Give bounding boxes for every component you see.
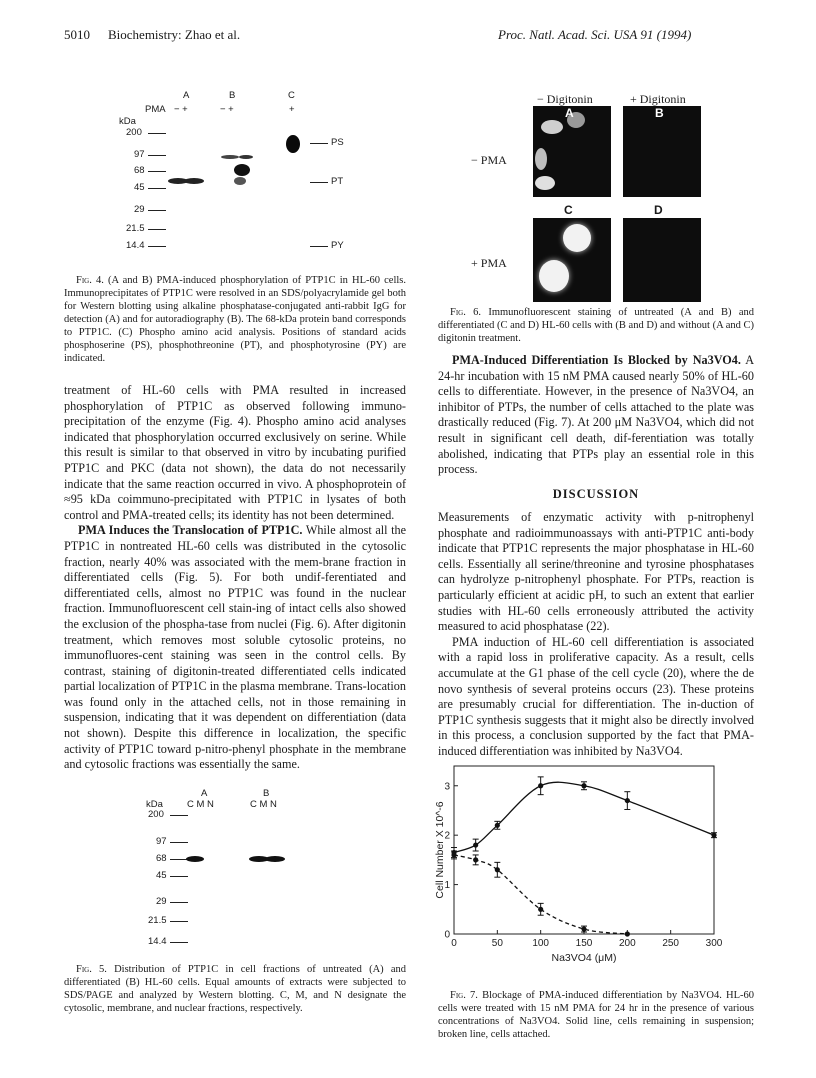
x-axis-label: Na3VO4 (μM) — [551, 952, 617, 964]
fig6-caption: Fig. 6. Immunofluorescent staining of untreated (A and B) and differentiated (C and D) HL-60 cells with (B and D) and without (A and C) digitonin treatment. — [438, 307, 754, 344]
data-point — [451, 852, 456, 857]
y-axis-label: Cell Number X 10^-6 — [434, 801, 446, 899]
series-line-1 — [454, 782, 714, 852]
fig5-marker: 97 — [156, 836, 167, 847]
paragraph: treatment of HL-60 cells with PMA resulted in increased phosphorylation of PTP1C as observed following immuno-precipitation of the enzyme (Fig. 4). Phospho amino acid analyses indicated that phosphorylation occurred exclusively on serine. While this result is similar to that observed in vitro by incubating purified PTP1C and PKC (data not shown), the data do not necessarily indicate that the same reaction occurred in vivo. A phosphoprotein of ≈95 kDa coimmuno-precipitated with PTP1C in lysates of both control and PMA-treated cells; its identity has not been determined. — [64, 383, 406, 522]
running-head-right: Proc. Natl. Acad. Sci. USA 91 (1994) — [498, 27, 692, 42]
fig6-panel-b-label: B — [655, 106, 664, 120]
fig4-marker: 29 — [134, 204, 145, 215]
data-point — [538, 907, 543, 912]
fig4-label-py: PY — [331, 240, 344, 251]
fig6-col-plus: + Digitonin — [630, 92, 686, 106]
fig5-lane-b: B — [263, 788, 270, 799]
data-point — [495, 823, 500, 828]
data-point — [625, 798, 630, 803]
y-tick-label: 3 — [444, 781, 450, 793]
fig5-fractions-b: C M N — [250, 799, 277, 810]
fig4-pma-sign-c: + — [289, 104, 295, 115]
fig4-label-pt: PT — [331, 176, 344, 187]
fig6-row-plus: + PMA — [471, 256, 507, 270]
data-point — [711, 833, 716, 838]
data-point — [581, 926, 586, 931]
x-tick-label: 200 — [618, 938, 636, 949]
fig4-marker: 14.4 — [126, 240, 145, 251]
running-head-left: Biochemistry: Zhao et al. — [108, 27, 241, 42]
right-body-text-bottom — [438, 510, 754, 760]
fig6-cell — [539, 260, 569, 292]
data-point — [581, 783, 586, 788]
x-tick-label: 0 — [451, 938, 457, 949]
fig6-panel-c-label: C — [564, 203, 573, 217]
discussion-heading: DISCUSSION — [552, 487, 640, 501]
fig6-row-minus: − PMA — [471, 153, 507, 167]
data-point — [473, 842, 478, 847]
data-point — [495, 867, 500, 872]
fig5-bands — [180, 850, 300, 870]
fig6-panel-d — [623, 218, 701, 302]
fig6-cell — [563, 224, 591, 252]
section-heading: PMA-Induced Differentiation Is Blocked by Na3VO4. — [452, 353, 741, 367]
fig4-lane-a: A — [183, 90, 190, 101]
y-tick-label: 2 — [444, 830, 450, 842]
fig6-col-minus: − Digitonin — [537, 92, 593, 106]
fig4-pma-sign-b: − + — [220, 104, 234, 115]
plot-frame — [454, 766, 714, 934]
fig4-band — [234, 164, 250, 176]
paragraph: PMA-Induced Differentiation Is Blocked by Na3VO4. A 24-hr incubation with 15 nM PMA caused nearly 50% of HL-60 cells to differentiate. However, in the presence of Na3VO4, an inhibitor of PTPs, the number of cells attached to the plate was drastically reduced (Fig. 7). At 200 μM Na3VO4, which did not result in significant cell death, dif-ferentiation was totally abolished, indicating that PTPs play an essential role in this process. — [438, 353, 755, 477]
x-tick-label: 150 — [575, 938, 593, 949]
fig4-pma-label: PMA — [145, 104, 166, 115]
fig5-marker: 68 — [156, 853, 167, 864]
paragraph: PMA induction of HL-60 cell differentiation is associated with a rapid loss in proliferative capacity. As a result, cells accumulate at the G1 phase of the cell cycle (20), where the de novo synthesis of several proteins occurs (23). These proteins are presumably crucial for differentiation. The in-duction of PTP1C synthesis suggests that it might also be directly involved in this process, a conclusion supported by the fact that PMA-induced differentiation was inhibited by Na3VO4. — [438, 634, 754, 758]
x-tick-label: 50 — [491, 938, 503, 949]
data-point — [473, 857, 478, 862]
data-point — [538, 783, 543, 788]
x-tick-label: 250 — [662, 938, 680, 949]
left-body-text — [64, 383, 406, 773]
paragraph: Measurements of enzymatic activity with p-nitrophenyl phosphate and radioimmunoassays with anti-PTP1C anti-body indicate that PTP1C represents the major phosphatase in HL-60 cells. Essentially all serine/threonine and tyrosine phosphatases can hydrolyze p-nitrophenyl phosphate. For PTPs, reaction is particularly efficient at acidic pH, to such an extent that earlier studies with HL-60 cells erroneously attributed the activity measured to acid phosphatase (22). — [438, 510, 754, 634]
fig4-marker: 68 — [134, 165, 145, 176]
data-point — [625, 931, 630, 936]
fig5-caption: Fig. 5. Distribution of PTP1C in cell fractions of untreated (A) and differentiated (B) HL-60 cells. Equal amounts of extracts were subjected to SDS/PAGE and analyzed by Western blotting. C, M, and N designate the cytosolic, membrane, and nuclear fractions, respectively. — [64, 964, 406, 1014]
fig5-marker: 200 — [148, 809, 164, 820]
section-heading: PMA Induces the Translocation of PTP1C. — [78, 523, 303, 538]
fig4-band — [239, 155, 253, 159]
fig7-chart — [434, 758, 754, 984]
fig4-bands — [160, 125, 340, 195]
fig4-label-ps: PS — [331, 137, 344, 148]
fig4-band — [234, 177, 246, 185]
fig4-band — [184, 178, 204, 184]
fig5-marker: 21.5 — [148, 915, 167, 926]
fig4-caption: Fig. 4. (A and B) PMA-induced phosphorylation of PTP1C in HL-60 cells. Immunoprecipitates of PTP1C were resolved in an SDS/polyacrylamide gel both for Western blotting using alkaline phosphatase-conjugated anti-rabbit IgG for detection (A) and for autoradiography (B). The 68-kDa protein band corresponds to PTP1C. (C) Phospho amino acid analysis. Positions of standard acids phosphoserine (PS), phosphothreonine (PT), and phosphotyrosine (PY) are indicated. — [64, 275, 406, 364]
fig5-marker: 29 — [156, 896, 167, 907]
fig5-marker: 45 — [156, 870, 167, 881]
fig6-cell — [535, 176, 555, 190]
fig5-marker: 14.4 — [148, 936, 167, 947]
fig4-kda-label: kDa — [119, 116, 136, 127]
x-tick-label: 300 — [705, 938, 723, 949]
fig6-panel-d-label: D — [654, 203, 663, 217]
fig5-lane-a: A — [201, 788, 208, 799]
y-tick-label: 1 — [444, 880, 450, 892]
fig7-caption: Fig. 7. Blockage of PMA-induced differentiation by Na3VO4. HL-60 cells were treated with 15 nM PMA for 24 hr in the presence of various concentrations of Na3VO4. Solid line, cells remaining in suspension; broken line, cells attached. — [438, 990, 754, 1040]
fig4-marker: 200 — [126, 127, 142, 138]
fig4-spot — [286, 135, 300, 153]
fig5-kda-label: kDa — [146, 799, 163, 810]
right-body-text-top — [438, 353, 754, 478]
fig5-band — [186, 856, 204, 862]
fig4-lane-b: B — [229, 90, 236, 101]
fig6-cell — [535, 148, 547, 170]
page-number: 5010 — [64, 27, 90, 42]
fig4-marker: 45 — [134, 182, 145, 193]
fig6-panel-a-label: A — [565, 106, 574, 120]
fig5-band — [265, 856, 285, 862]
fig5-fractions-a: C M N — [187, 799, 214, 810]
fig4-band — [221, 155, 239, 159]
x-tick-label: 100 — [532, 938, 550, 949]
paragraph: PMA Induces the Translocation of PTP1C. While almost all the PTP1C in nontreated HL-60 cells was distributed in the cytosolic fraction, nearly 40% was associated with the mem-brane fraction in differentiated cells (Fig. 5). For both undif-ferentiated and differentiated cells, almost no PTP1C was found in the nuclear fraction. Immunofluorescent cell stain-ing of intact cells also showed the exclusion of the phospha-tase from nuclei (Fig. 6). After digitonin treatment, which removes most soluble cytosolic proteins, no immunofluores-cent staining was seen in the control cells. By contrast, staining of digitonin-treated differentiated cells indicated partial localization of PTP1C in the plasma membrane. Trans-location was found only in the attached cells, not in those remaining in suspension, indicating that it was dependent on differentiation (data not shown). Despite this difference in localization, the specific activity of PTP1C toward p-nitro-phenyl phosphate in the membrane and cytosolic fractions was essentially the same. — [64, 523, 406, 772]
fig4-lane-c: C — [288, 90, 295, 101]
fig4-marker: 21.5 — [126, 223, 145, 234]
fig4-pma-sign-a: − + — [174, 104, 188, 115]
fig4-marker: 97 — [134, 149, 145, 160]
fig6-panel-c — [533, 218, 611, 302]
y-tick-label: 0 — [444, 929, 450, 941]
series-line-2 — [454, 855, 627, 934]
fig6-cell — [541, 120, 563, 134]
